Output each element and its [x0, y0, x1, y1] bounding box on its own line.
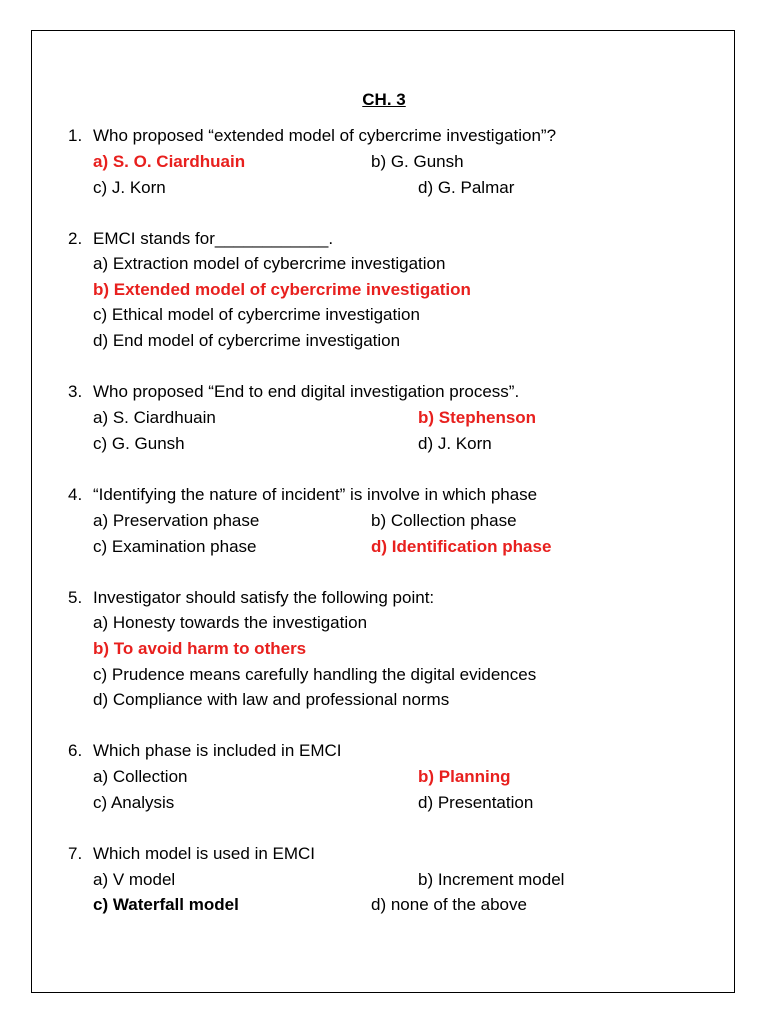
question-4-number: 4.	[68, 485, 83, 504]
question-6-option-d: d) Presentation	[418, 793, 534, 812]
question-3-text: Who proposed “End to end digital investigation process”.	[93, 382, 520, 401]
question-3-option-c: c) G. Gunsh	[93, 434, 185, 453]
question-2-number: 2.	[68, 229, 83, 248]
question-1-option-b: b) G. Gunsh	[371, 152, 464, 171]
question-5-option-b: b) To avoid harm to others	[93, 639, 307, 658]
question-2-text: EMCI stands for____________.	[93, 229, 334, 248]
question-1-text: Who proposed “extended model of cybercrime investigation”?	[93, 126, 557, 145]
question-4-text: “Identifying the nature of incident” is involve in which phase	[93, 485, 538, 504]
chapter-title: CH. 3	[362, 90, 406, 109]
question-6-text: Which phase is included in EMCI	[93, 741, 342, 760]
question-4-option-b: b) Collection phase	[371, 511, 517, 530]
question-1-option-c: c) J. Korn	[93, 178, 166, 197]
question-3-option-d: d) J. Korn	[418, 434, 492, 453]
question-5-text: Investigator should satisfy the following point:	[93, 588, 435, 607]
question-7-option-b: b) Increment model	[418, 870, 565, 889]
question-6-option-b: b) Planning	[418, 767, 511, 786]
question-7-option-a: a) V model	[93, 870, 176, 889]
question-1-option-d: d) G. Palmar	[418, 178, 515, 197]
question-3-number: 3.	[68, 382, 83, 401]
question-4-option-a: a) Preservation phase	[93, 511, 260, 530]
question-2-option-c: c) Ethical model of cybercrime investigation	[93, 305, 420, 324]
question-5-option-a: a) Honesty towards the investigation	[93, 613, 368, 632]
question-3-option-a: a) S. Ciardhuain	[93, 408, 216, 427]
question-6-option-a: a) Collection	[93, 767, 188, 786]
question-2-option-d: d) End model of cybercrime investigation	[93, 331, 401, 350]
question-7-option-c: c) Waterfall model	[93, 895, 239, 914]
question-4-option-c: c) Examination phase	[93, 537, 257, 556]
question-1-option-a: a) S. O. Ciardhuain	[93, 152, 246, 171]
question-7-number: 7.	[68, 844, 83, 863]
question-5-number: 5.	[68, 588, 83, 607]
question-2-option-b: b) Extended model of cybercrime investigation	[93, 280, 471, 299]
question-3-option-b: b) Stephenson	[418, 408, 537, 427]
question-1-number: 1.	[68, 126, 83, 145]
question-5-option-c: c) Prudence means carefully handling the digital evidences	[93, 665, 537, 684]
question-4-option-d: d) Identification phase	[371, 537, 552, 556]
question-7-option-d: d) none of the above	[371, 895, 527, 914]
question-5-option-d: d) Compliance with law and professional norms	[93, 690, 450, 709]
question-6-number: 6.	[68, 741, 83, 760]
question-2-option-a: a) Extraction model of cybercrime investigation	[93, 254, 446, 273]
question-6-option-c: c) Analysis	[93, 793, 175, 812]
question-7-text: Which model is used in EMCI	[93, 844, 316, 863]
